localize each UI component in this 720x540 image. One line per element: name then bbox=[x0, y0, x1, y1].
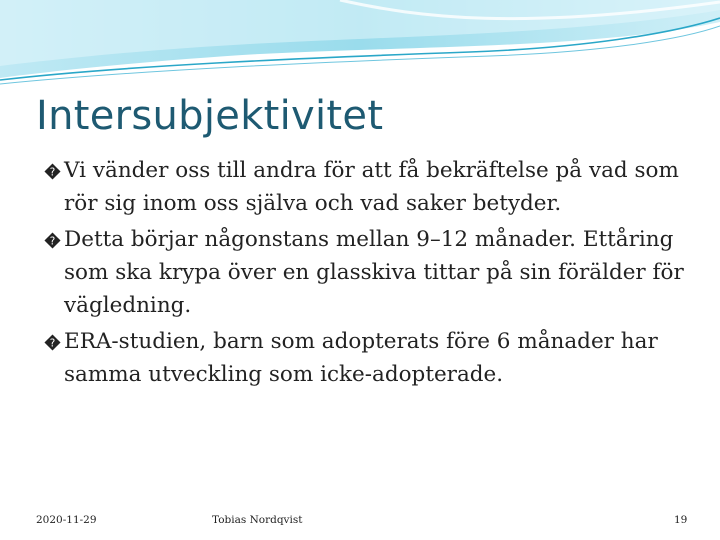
svg-text:?: ? bbox=[49, 166, 56, 179]
bullet-text: Detta börjar någonstans mellan 9–12 månader. Ettåring som ska krypa över en glasskiva tittar på sin förälder för vägledning. bbox=[64, 227, 684, 318]
footer-author: Tobias Nordqvist bbox=[212, 514, 303, 526]
bullet-list bbox=[44, 154, 694, 394]
svg-text:?: ? bbox=[49, 235, 56, 248]
bullet-item bbox=[44, 223, 694, 322]
bullet-text: Vi vänder oss till andra för att få bekräftelse på vad som rör sig inom oss själva och vad saker betyder. bbox=[64, 158, 679, 216]
bullet-item bbox=[44, 325, 694, 391]
footer-date: 2020-11-29 bbox=[36, 514, 97, 526]
missing-glyph-icon bbox=[44, 232, 61, 249]
footer-page-number: 19 bbox=[674, 514, 688, 526]
missing-glyph-icon bbox=[44, 334, 61, 351]
bullet-text: ERA-studien, barn som adopterats före 6 månader har samma utveckling som icke-adopterade. bbox=[64, 329, 658, 387]
svg-text:?: ? bbox=[49, 337, 56, 350]
bullet-item bbox=[44, 154, 694, 220]
slide-title: Intersubjektivitet bbox=[36, 93, 384, 139]
missing-glyph-icon bbox=[44, 163, 61, 180]
header-wave-decoration bbox=[0, 0, 720, 90]
